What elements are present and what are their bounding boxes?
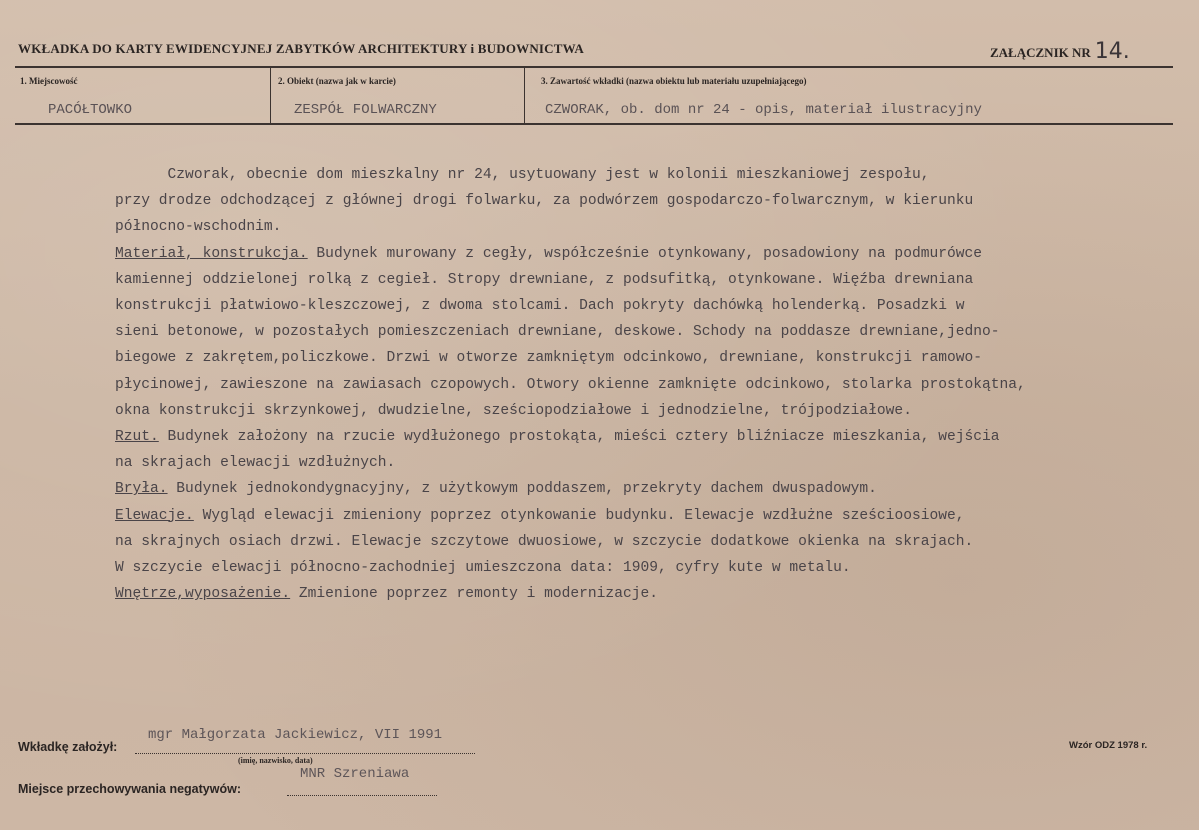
object-value: ZESPÓŁ FOLWARCZNY — [294, 102, 437, 118]
form-code: Wzór ODZ 1978 r. — [1069, 740, 1148, 751]
object-label: 2. Obiekt (nazwa jak w karcie) — [278, 76, 396, 86]
body-line: kamiennej oddzielonej rolką z cegieł. Stropy drewniane, z podsufitką, otynkowane. Więźba drewniana — [115, 271, 974, 288]
section-heading-elewacje: Elewacje. — [115, 507, 194, 524]
description-body — [115, 162, 1175, 607]
content-value: CZWORAK, ob. dom nr 24 - opis, materiał ilustracyjny — [545, 102, 982, 118]
made-by-sublabel: (imię, nazwisko, data) — [238, 756, 313, 765]
section-heading-rzut: Rzut. — [115, 429, 159, 446]
storage-line — [287, 794, 437, 796]
storage-label: Miejsce przechowywania negatywów: — [18, 782, 241, 796]
section-heading-wnetrze: Wnętrze,wyposażenie. — [115, 586, 291, 603]
body-line: biegowe z zakrętem,policzkowe. Drzwi w otworze zamkniętym odcinkowo, drewniane, konstrukcji ramowo- — [115, 350, 983, 367]
section-heading-bryla: Bryła. — [115, 481, 168, 498]
body-line: sieni betonowe, w pozostałych pomieszczeniach drewniane, deskowe. Schody na poddasze drewniane,jedno- — [115, 324, 1000, 341]
body-line: na skrajach elewacji wzdłużnych. — [115, 455, 396, 472]
body-line: na skrajnych osiach drzwi. Elewacje szczytowe dwuosiowe, w szczycie dodatkowe okienka na skrajach. — [115, 533, 974, 550]
body-line-text: Wygląd elewacji zmieniony poprzez otynkowanie budynku. Elewacje wzdłużne sześcioosiowe, — [193, 507, 965, 524]
field-divider — [270, 68, 271, 124]
body-line: północno-wschodnim. — [115, 219, 282, 236]
section-heading-material: Materiał, konstrukcja. — [115, 245, 308, 262]
storage-value: MNR Szreniawa — [300, 766, 410, 782]
made-by-line — [135, 752, 475, 754]
fields-rule — [15, 123, 1173, 125]
body-line: płycinowej, zawieszone na zawiasach czopowych. Otwory okienne zamknięte odcinkowo, stolarka prostokątna, — [115, 376, 1026, 393]
locality-label: 1. Miejscowość — [20, 76, 78, 86]
content-label: 3. Zawartość wkładki (nazwa obiektu lub materiału uzupełniającego) — [541, 76, 807, 86]
body-line: przy drodze odchodzącej z głównej drogi folwarku, za podwórzem gospodarczo-folwarcznym, w kierunku — [115, 193, 974, 210]
annex-number: 14. — [1094, 39, 1130, 64]
body-line: W szczycie elewacji północno-zachodniej umieszczona data: 1909, cyfry kute w metalu. — [115, 560, 851, 577]
body-line — [115, 424, 1175, 450]
made-by-value: mgr Małgorzata Jackiewicz, VII 1991 — [148, 727, 443, 743]
body-line: konstrukcji płatwiowo-kleszczowej, z dwoma stolcami. Dach pokryty dachówką holenderką. Posadzki w — [115, 298, 965, 315]
locality-value: PACÓŁTOWKO — [48, 102, 133, 118]
body-line-text: Budynek jednokondygnacyjny, z użytkowym poddaszem, przekryty dachem dwuspadowym. — [167, 481, 877, 498]
body-line: Czworak, obecnie dom mieszkalny nr 24, usytuowany jest w kolonii mieszkaniowej zespołu, — [115, 167, 930, 183]
annex-label — [990, 38, 1130, 63]
body-line-text: Zmienione poprzez remonty i modernizacje. — [290, 586, 658, 603]
made-by-label: Wkładkę założył: — [18, 740, 118, 754]
body-line: okna konstrukcji skrzynkowej, dwudzielne, sześciopodziałowe i jednodzielne, trójpodziałowe. — [115, 402, 912, 419]
body-line — [115, 581, 1175, 607]
body-line — [115, 476, 1175, 502]
field-divider — [524, 68, 525, 124]
body-line — [115, 241, 1175, 267]
body-line-text: Budynek założony na rzucie wydłużonego prostokąta, mieści cztery bliźniacze mieszkania, wejścia — [158, 429, 1000, 446]
document-title: WKŁADKA DO KARTY EWIDENCYJNEJ ZABYTKÓW ARCHITEKTURY i BUDOWNICTWA — [18, 41, 584, 56]
body-line — [115, 503, 1175, 529]
annex-label-text: ZAŁĄCZNIK NR — [990, 45, 1091, 60]
body-line-text: Budynek murowany z cegły, współcześnie otynkowany, posadowiony na podmurówce — [307, 245, 983, 262]
header-rule — [15, 66, 1173, 68]
